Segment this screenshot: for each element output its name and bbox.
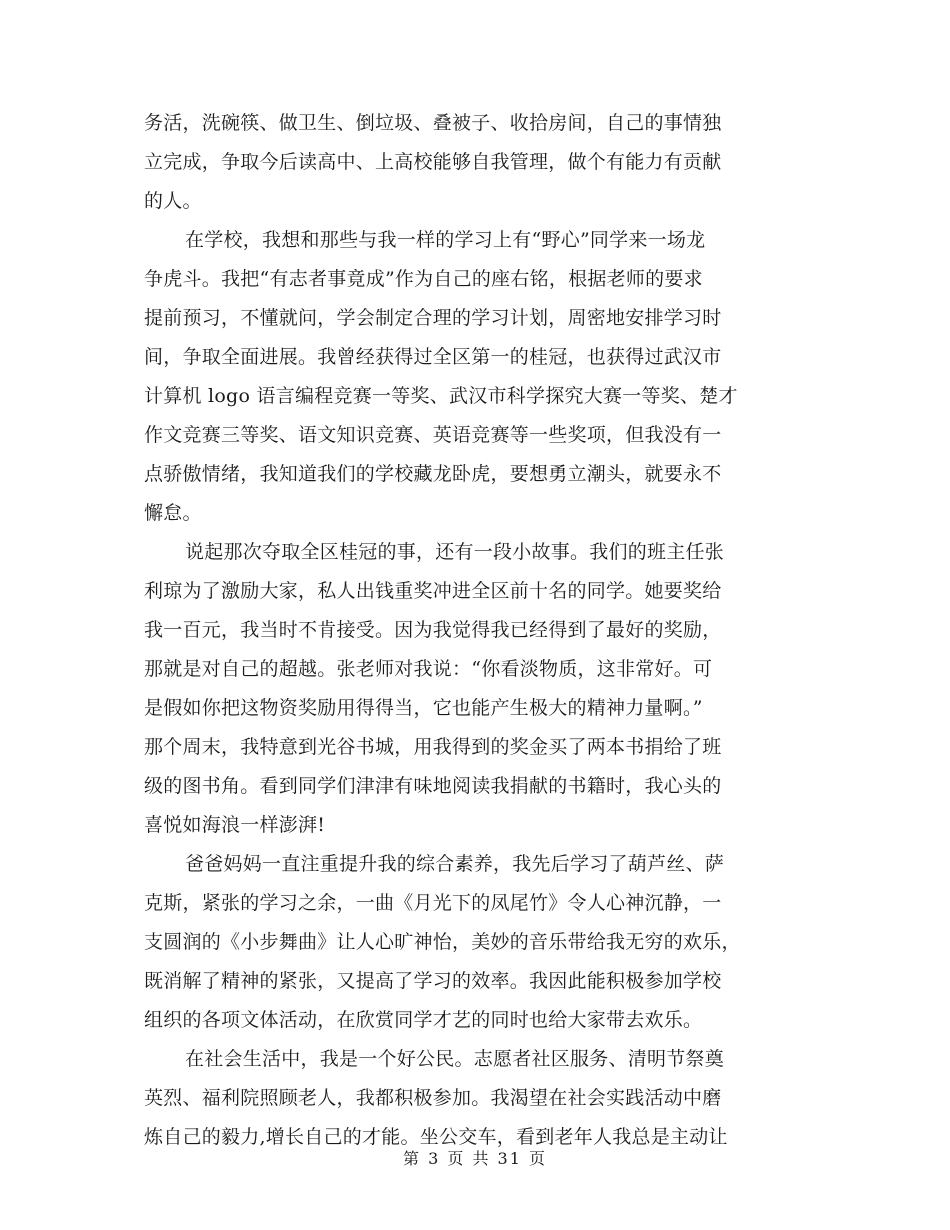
page-number-footer: 第 3 页 共 31 页 bbox=[403, 1149, 547, 1168]
text-line: 立完成，争取今后读高中、上高校能够自我管理，做个有能力有贡献 bbox=[144, 151, 722, 173]
text-line: 组织的各项文体活动，在欣赏同学才艺的同时也给大家带去欢乐。 bbox=[144, 1009, 703, 1031]
text-line: 提前预习，不懂就问，学会制定合理的学习计划，周密地安排学习时 bbox=[144, 307, 722, 329]
text-line: 克斯，紧张的学习之余，一曲《月光下的凤尾竹》令人心神沉静，一 bbox=[144, 892, 722, 914]
text-line: 那个周末，我特意到光谷书城，用我得到的奖金买了两本书捐给了班 bbox=[144, 736, 722, 758]
paragraph-start-line: 在社会生活中，我是一个好公民。志愿者社区服务、清明节祭奠 bbox=[185, 1048, 725, 1070]
text-line: 间，争取全面进展。我曾经获得过全区第一的桂冠，也获得过武汉市 bbox=[144, 346, 722, 368]
paragraph-start-line: 说起那次夺取全区桂冠的事，还有一段小故事。我们的班主任张 bbox=[185, 541, 725, 563]
paragraph-start-line: 在学校，我想和那些与我一样的学习上有“野心”同学来一场龙 bbox=[185, 229, 706, 251]
text-line: 我一百元，我当时不肯接受。因为我觉得我已经得到了最好的奖励， bbox=[144, 619, 722, 641]
text-line: 争虎斗。我把“有志者事竟成”作为自己的座右铭，根据老师的要求 bbox=[144, 268, 703, 290]
text-line: 点骄傲情绪，我知道我们的学校藏龙卧虎，要想勇立潮头，就要永不 bbox=[144, 463, 722, 485]
text-line: 作文竞赛三等奖、语文知识竞赛、英语竞赛等一些奖项，但我没有一 bbox=[144, 424, 722, 446]
paragraph-start-line: 爸爸妈妈一直注重提升我的综合素养，我先后学习了葫芦丝、萨 bbox=[185, 853, 725, 875]
text-line: 务活，洗碗筷、做卫生、倒垃圾、叠被子、收拾房间，自己的事情独 bbox=[144, 112, 722, 134]
text-line: 喜悦如海浪一样澎湃! bbox=[144, 814, 326, 836]
text-line: 炼自己的毅力,增长自己的才能。坐公交车，看到老年人我总是主动让 bbox=[144, 1126, 728, 1148]
text-line: 级的图书角。看到同学们津津有味地阅读我捐献的书籍时，我心头的 bbox=[144, 775, 722, 797]
text-line: 是假如你把这物资奖励用得得当，它也能产生极大的精神力量啊。” bbox=[144, 697, 703, 719]
text-line: 计算机 logo 语言编程竞赛一等奖、武汉市科学探究大赛一等奖、楚才 bbox=[144, 385, 738, 407]
text-line: 的人。 bbox=[144, 190, 202, 212]
document-body bbox=[144, 104, 812, 1157]
text-line: 支圆润的《小步舞曲》让人心旷神怡，美妙的音乐带给我无穷的欢乐， bbox=[144, 931, 741, 953]
text-line: 懈怠。 bbox=[144, 502, 202, 524]
text-line: 英烈、福利院照顾老人，我都积极参加。我渴望在社会实践活动中磨 bbox=[144, 1087, 722, 1109]
text-line: 既消解了精神的紧张，又提高了学习的效率。我因此能积极参加学校 bbox=[144, 970, 722, 992]
text-line: 那就是对自己的超越。张老师对我说：“你看淡物质，这非常好。可 bbox=[144, 658, 713, 680]
text-line: 利琼为了激励大家，私人出钱重奖冲进全区前十名的同学。她要奖给 bbox=[144, 580, 722, 602]
